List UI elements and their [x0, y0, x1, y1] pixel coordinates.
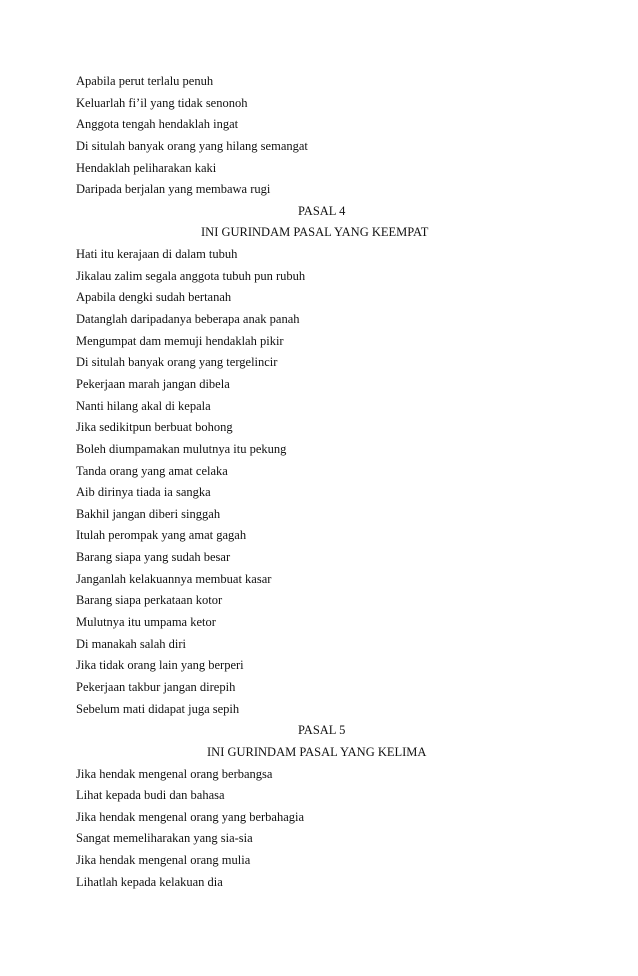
text-line: Pekerjaan marah jangan dibela	[76, 376, 230, 391]
text-line: Jika sedikitpun berbuat bohong	[76, 420, 233, 435]
section-label-pasal-5: PASAL 5	[298, 723, 346, 738]
text-line: Hati itu kerajaan di dalam tubuh	[76, 247, 238, 262]
text-line: Hendaklah peliharakan kaki	[76, 160, 217, 175]
text-line: Janganlah kelakuannya membuat kasar	[76, 571, 272, 586]
text-line: Apabila dengki sudah bertanah	[76, 290, 232, 305]
section-heading-pasal-5: INI GURINDAM PASAL YANG KELIMA	[207, 744, 427, 759]
text-line: Barang siapa yang sudah besar	[76, 550, 231, 565]
text-line: Tanda orang yang amat celaka	[76, 463, 228, 478]
text-line: Barang siapa perkataan kotor	[76, 593, 223, 608]
text-line: Pekerjaan takbur jangan direpih	[76, 679, 236, 694]
text-line: Boleh diumpamakan mulutnya itu pekung	[76, 441, 287, 456]
text-line: Lihat kepada budi dan bahasa	[76, 788, 225, 803]
text-line: Di situlah banyak orang yang tergelincir	[76, 355, 278, 370]
text-line: Mengumpat dam memuji hendaklah pikir	[76, 333, 284, 348]
text-line: Daripada berjalan yang membawa rugi	[76, 182, 271, 197]
text-line: Sangat memeliharakan yang sia-sia	[76, 831, 253, 846]
text-line: Sebelum mati didapat juga sepih	[76, 701, 240, 716]
text-line: Aib dirinya tiada ia sangka	[76, 485, 211, 500]
text-line: Lihatlah kepada kelakuan dia	[76, 874, 223, 889]
text-line: Itulah perompak yang amat gagah	[76, 528, 247, 543]
text-line: Mulutnya itu umpama ketor	[76, 615, 216, 630]
text-line: Jikalau zalim segala anggota tubuh pun rubuh	[76, 268, 306, 283]
text-line: Bakhil jangan diberi singgah	[76, 506, 221, 521]
text-line: Jika hendak mengenal orang berbangsa	[76, 766, 273, 781]
text-line: Apabila perut terlalu penuh	[76, 74, 214, 88]
poem-text	[76, 71, 566, 893]
text-line: Di manakah salah diri	[76, 636, 187, 651]
text-line: Di situlah banyak orang yang hilang semangat	[76, 138, 308, 153]
text-line: Jika hendak mengenal orang yang berbahagia	[76, 809, 305, 824]
text-line: Keluarlah fi’il yang tidak senonoh	[76, 95, 248, 110]
text-line: Jika tidak orang lain yang berperi	[76, 658, 244, 673]
text-line: Datanglah daripadanya beberapa anak panah	[76, 312, 300, 327]
section-label-pasal-4: PASAL 4	[298, 203, 346, 218]
text-line: Jika hendak mengenal orang mulia	[76, 853, 251, 868]
section-heading-pasal-4: INI GURINDAM PASAL YANG KEEMPAT	[201, 225, 429, 240]
text-line: Anggota tengah hendaklah ingat	[76, 117, 239, 132]
text-line: Nanti hilang akal di kepala	[76, 398, 211, 413]
